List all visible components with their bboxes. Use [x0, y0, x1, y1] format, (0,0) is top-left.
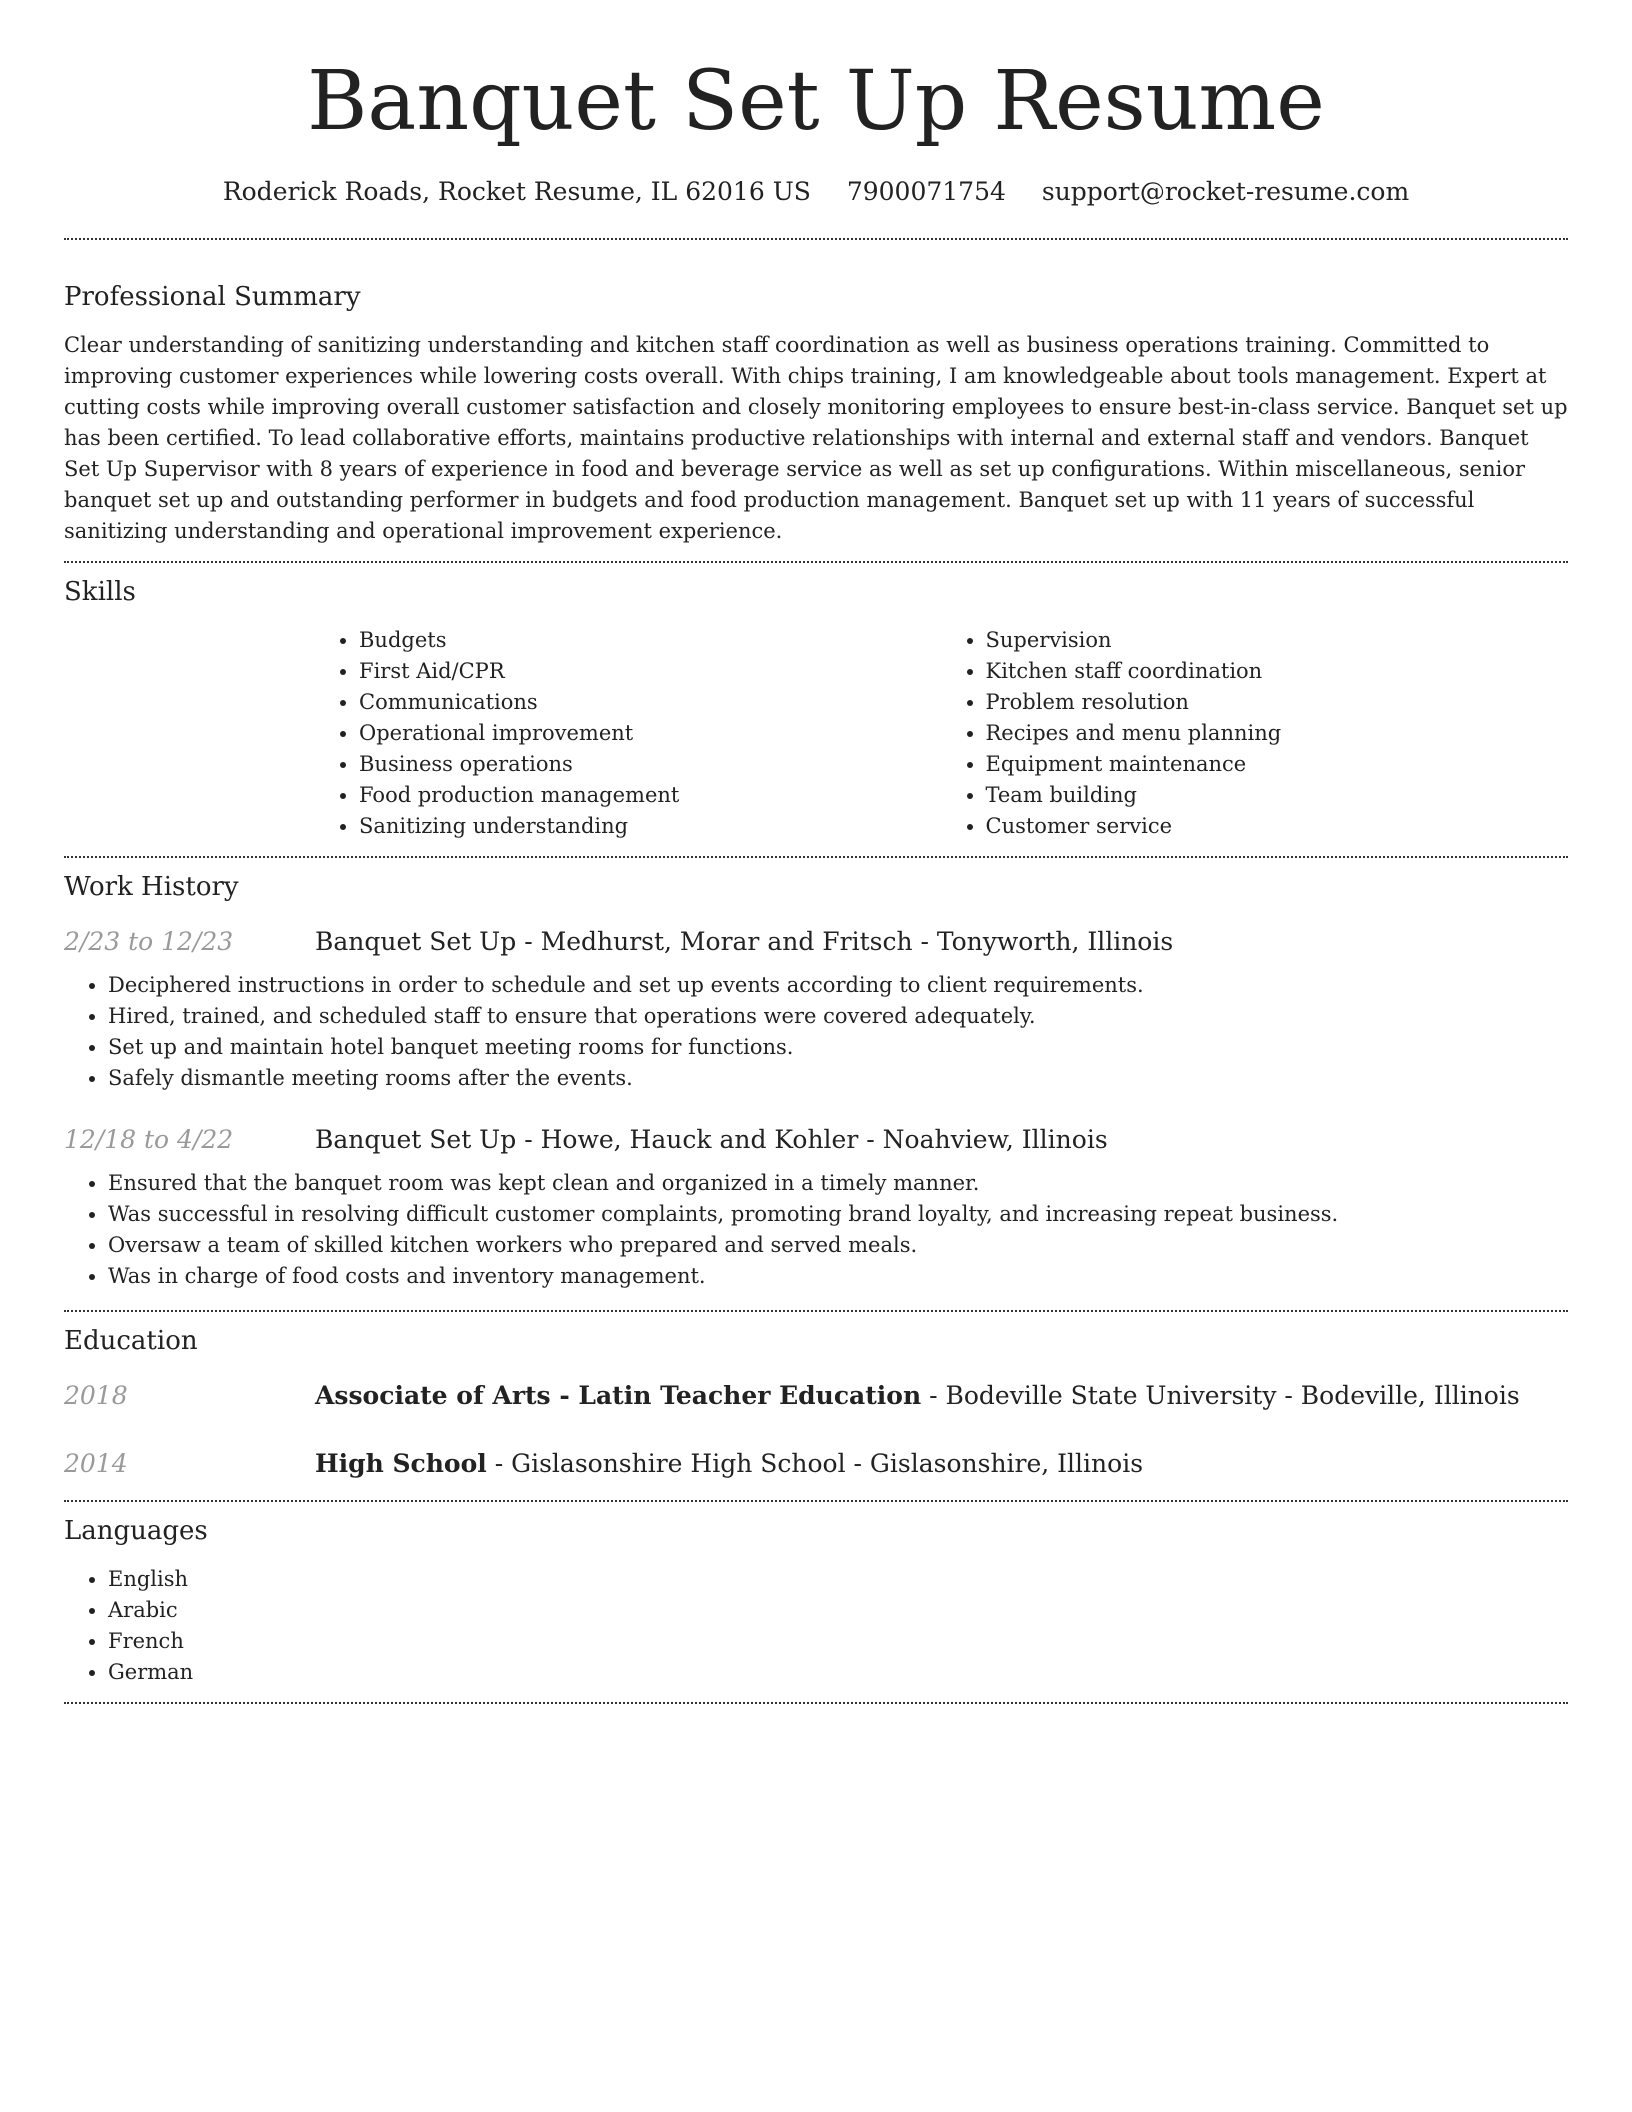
skills-heading: Skills: [64, 577, 136, 607]
language-item: • English: [108, 1564, 1568, 1595]
education-school: - Gislasonshire High School - Gislasonshire, Illinois: [486, 1449, 1144, 1478]
education-entry: [64, 1380, 1568, 1412]
skill-item: • Problem resolution: [986, 687, 1569, 718]
education-year: 2018: [64, 1381, 128, 1410]
skill-item: • Customer service: [986, 811, 1569, 842]
education-degree: Associate of Arts - Latin Teacher Education: [315, 1381, 922, 1410]
skill-item: • Sanitizing understanding: [359, 811, 942, 842]
language-item: • Arabic: [108, 1595, 1568, 1626]
contact-address: Roderick Roads, Rocket Resume, IL 62016 US: [222, 177, 811, 206]
job-dates: 12/18 to 4/22: [64, 1125, 234, 1154]
job-duty: • Hired, trained, and scheduled staff to ensure that operations were covered adequately.: [108, 1001, 1568, 1032]
education-heading: Education: [64, 1326, 198, 1356]
skills-list: [315, 625, 1568, 842]
section-divider: [64, 238, 1568, 240]
language-item: • German: [108, 1657, 1568, 1688]
work-heading: Work History: [64, 872, 239, 902]
job-duty: • Oversaw a team of skilled kitchen workers who prepared and served meals.: [108, 1230, 1568, 1261]
skill-item: • Recipes and menu planning: [986, 718, 1569, 749]
contact-phone: 7900071754: [846, 177, 1006, 206]
job-duty: • Was in charge of food costs and inventory management.: [108, 1261, 1568, 1292]
job-entry: [64, 926, 1568, 958]
job-duty: • Was successful in resolving difficult customer complaints, promoting brand loyalty, and increasing repeat business.: [108, 1199, 1568, 1230]
skill-item: • First Aid/CPR: [359, 656, 942, 687]
skill-item: • Team building: [986, 780, 1569, 811]
skill-item: • Kitchen staff coordination: [986, 656, 1569, 687]
skill-item: • Equipment maintenance: [986, 749, 1569, 780]
summary-text: Clear understanding of sanitizing understanding and kitchen staff coordination as well as business operations training. Committed to improving customer experiences while lowering costs overall. With chips training, I am knowledgeable about tools management. Expert at cutting costs while improving overall customer satisfaction and closely monitoring employees to ensure best-in-class service. Banquet set up has been certified. To lead collaborative efforts, maintains productive relationships with internal and external staff and vendors. Banquet Set Up Supervisor with 8 years of experience in food and beverage service as well as set up configurations. Within miscellaneous, senior banquet set up and outstanding performer in budgets and food production management. Banquet set up with 11 years of successful sanitizing understanding and operational improvement experience.: [64, 333, 1568, 543]
contact-line: [64, 176, 1568, 208]
section-divider: [64, 1702, 1568, 1704]
language-item: • French: [108, 1626, 1568, 1657]
education-school: - Bodeville State University - Bodeville, Illinois: [921, 1381, 1520, 1410]
job-duty: • Ensured that the banquet room was kept clean and organized in a timely manner.: [108, 1168, 1568, 1199]
job-title: Banquet Set Up - Medhurst, Morar and Fritsch - Tonyworth, Illinois: [315, 927, 1174, 956]
skills-column-left: [315, 625, 942, 842]
resume-title: Banquet Set Up Resume: [307, 54, 1325, 149]
education-detail: [315, 1380, 1520, 1412]
education-detail: [315, 1448, 1143, 1480]
skill-item: • Food production management: [359, 780, 942, 811]
job-duties: [64, 970, 1568, 1094]
languages-heading: Languages: [64, 1516, 208, 1546]
contact-email: support@rocket-resume.com: [1041, 177, 1410, 206]
section-divider: [64, 561, 1568, 563]
education-entry: [64, 1448, 1568, 1480]
skill-item: • Supervision: [986, 625, 1569, 656]
section-divider: [64, 1500, 1568, 1502]
job-duty: • Deciphered instructions in order to schedule and set up events according to client requirements.: [108, 970, 1568, 1001]
job-entry: [64, 1124, 1568, 1156]
job-duty: • Safely dismantle meeting rooms after the events.: [108, 1063, 1568, 1094]
section-divider: [64, 856, 1568, 858]
resume-page: [64, 0, 1568, 1704]
job-duty: • Set up and maintain hotel banquet meeting rooms for functions.: [108, 1032, 1568, 1063]
job-dates: 2/23 to 12/23: [64, 927, 234, 956]
section-divider: [64, 1310, 1568, 1312]
skills-column-right: [942, 625, 1569, 842]
skill-item: • Business operations: [359, 749, 942, 780]
education-year: 2014: [64, 1449, 128, 1478]
languages-list: [64, 1564, 1568, 1688]
skill-item: • Budgets: [359, 625, 942, 656]
skill-item: • Communications: [359, 687, 942, 718]
job-title: Banquet Set Up - Howe, Hauck and Kohler - Noahview, Illinois: [315, 1125, 1108, 1154]
education-degree: High School: [315, 1449, 487, 1478]
summary-heading: Professional Summary: [64, 282, 361, 312]
job-duties: [64, 1168, 1568, 1292]
skill-item: • Operational improvement: [359, 718, 942, 749]
